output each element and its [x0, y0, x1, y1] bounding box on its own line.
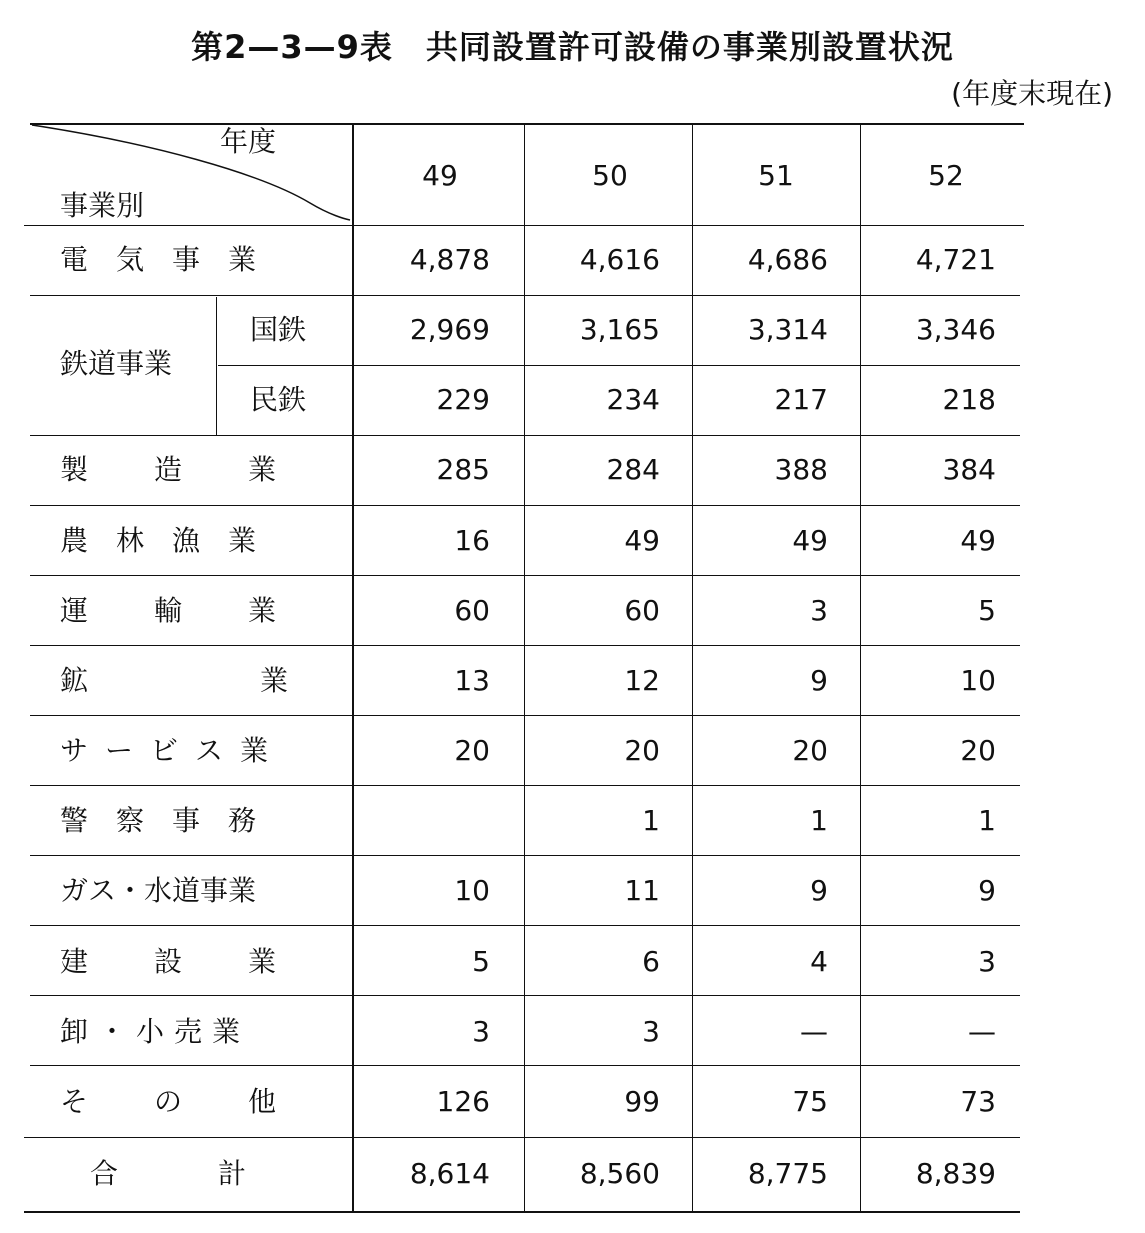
cell-gas-water-51: 9 — [810, 874, 828, 907]
cell-transport-50: 60 — [624, 594, 660, 627]
cell-private-rail-49: 229 — [436, 383, 490, 416]
year-header-51: 51 — [758, 159, 794, 192]
row-label-service: サービス業 — [60, 734, 286, 767]
cell-jnr-51: 3,314 — [747, 313, 828, 346]
row-label-private-rail: 民鉄 — [250, 383, 307, 416]
rule-bottom — [24, 1211, 1020, 1213]
cell-police-51: 1 — [810, 804, 828, 837]
cell-construction-51: 4 — [810, 945, 828, 978]
row-label-manufacturing: 製造業 — [60, 453, 343, 486]
cell-agriculture-50: 49 — [624, 524, 660, 557]
cell-mining-49: 13 — [454, 664, 490, 697]
cell-transport-49: 60 — [454, 594, 490, 627]
rule-r13 — [24, 1137, 1020, 1138]
rule-r8 — [30, 785, 1020, 786]
cell-retail-50: 3 — [642, 1015, 660, 1048]
cell-service-50: 20 — [624, 734, 660, 767]
unit-note: (年度末現在) — [951, 77, 1113, 110]
cell-construction-52: 3 — [978, 945, 996, 978]
rule-r10 — [30, 925, 1020, 926]
cell-jnr-50: 3,165 — [579, 313, 660, 346]
group-label-railway: 鉄道事業 — [60, 347, 173, 380]
cell-mining-50: 12 — [624, 664, 660, 697]
group-rule — [216, 297, 217, 435]
cell-agriculture-52: 49 — [960, 524, 996, 557]
row-label-electric: 電気事業 — [60, 243, 285, 276]
cell-gas-water-52: 9 — [978, 874, 996, 907]
cell-mining-52: 10 — [960, 664, 996, 697]
rule-sub — [218, 365, 1020, 366]
cell-agriculture-49: 16 — [454, 524, 490, 557]
row-label-other: その他 — [60, 1085, 343, 1118]
cell-electric-52: 4,721 — [915, 243, 996, 276]
row-label-agriculture: 農林漁業 — [60, 524, 285, 557]
row-label-total: 合計 — [90, 1157, 347, 1190]
cell-total-50: 8,560 — [579, 1157, 660, 1190]
rule-r9 — [30, 855, 1020, 856]
cell-gas-water-50: 11 — [624, 874, 660, 907]
cell-transport-52: 5 — [978, 594, 996, 627]
cell-manufacturing-50: 284 — [606, 453, 660, 486]
rule-r5 — [30, 575, 1020, 576]
row-label-gas-water: ガス・水道事業 — [60, 874, 257, 907]
cell-service-49: 20 — [454, 734, 490, 767]
cell-retail-52: — — [968, 1015, 996, 1048]
cell-private-rail-52: 218 — [942, 383, 996, 416]
cell-service-51: 20 — [792, 734, 828, 767]
row-label-mining: 鉱業 — [60, 664, 461, 697]
year-header-52: 52 — [928, 159, 964, 192]
row-label-jnr: 国鉄 — [250, 313, 307, 346]
cell-private-rail-51: 217 — [774, 383, 828, 416]
cell-jnr-49: 2,969 — [409, 313, 490, 346]
rule-r11 — [30, 995, 1020, 996]
rule-top — [30, 123, 1024, 125]
rule-r6 — [30, 645, 1020, 646]
cell-jnr-52: 3,346 — [915, 313, 996, 346]
cell-total-52: 8,839 — [915, 1157, 996, 1190]
row-label-retail: 卸・小売業 — [60, 1015, 251, 1048]
cell-electric-51: 4,686 — [747, 243, 828, 276]
cell-construction-50: 6 — [642, 945, 660, 978]
cell-manufacturing-49: 285 — [436, 453, 490, 486]
cell-electric-49: 4,878 — [409, 243, 490, 276]
rule-r7 — [30, 715, 1020, 716]
cell-retail-49: 3 — [472, 1015, 490, 1048]
cell-service-52: 20 — [960, 734, 996, 767]
row-label-police: 警察事務 — [60, 804, 285, 837]
cell-police-52: 1 — [978, 804, 996, 837]
year-header-50: 50 — [592, 159, 628, 192]
cell-total-51: 8,775 — [747, 1157, 828, 1190]
cell-manufacturing-51: 388 — [774, 453, 828, 486]
cell-retail-51: — — [800, 1015, 828, 1048]
cell-other-50: 99 — [624, 1085, 660, 1118]
cell-electric-50: 4,616 — [579, 243, 660, 276]
rule-header-bottom — [24, 225, 1024, 226]
row-label-construction: 建設業 — [60, 945, 343, 978]
cell-total-49: 8,614 — [409, 1157, 490, 1190]
cell-agriculture-51: 49 — [792, 524, 828, 557]
cell-gas-water-49: 10 — [454, 874, 490, 907]
cell-other-51: 75 — [792, 1085, 828, 1118]
cell-mining-51: 9 — [810, 664, 828, 697]
cell-private-rail-50: 234 — [606, 383, 660, 416]
cell-police-50: 1 — [642, 804, 660, 837]
year-header-49: 49 — [422, 159, 458, 192]
rule-r3 — [30, 435, 1020, 436]
cell-transport-51: 3 — [810, 594, 828, 627]
cell-manufacturing-52: 384 — [942, 453, 996, 486]
rule-r1 — [30, 295, 1020, 296]
rule-r4 — [30, 505, 1020, 506]
table-title: 第2—3—9表 共同設置許可設備の事業別設置状況 — [191, 28, 954, 66]
cell-construction-49: 5 — [472, 945, 490, 978]
cell-other-49: 126 — [436, 1085, 490, 1118]
row-label-transport: 運輸業 — [60, 594, 343, 627]
cell-other-52: 73 — [960, 1085, 996, 1118]
corner-year-label: 年度 — [220, 125, 277, 158]
corner-category-label: 事業別 — [60, 189, 145, 222]
rule-r12 — [30, 1065, 1020, 1066]
